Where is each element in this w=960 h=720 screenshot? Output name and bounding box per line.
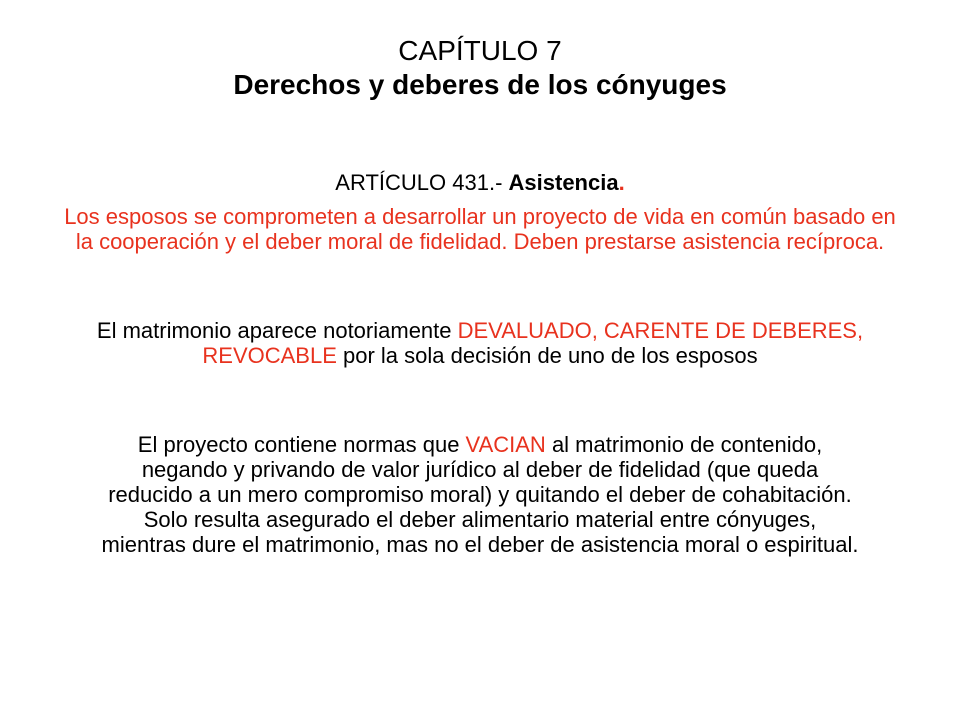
- paragraph-text: por la sola decisión de uno de los esposos: [336, 343, 758, 368]
- chapter-number: CAPÍTULO 7: [398, 35, 562, 66]
- paragraph-text: El proyecto contiene normas que: [137, 432, 466, 457]
- chapter-title: [0, 34, 960, 102]
- article-dot: .: [618, 170, 625, 195]
- article-431: [60, 170, 900, 254]
- article-number: ARTÍCULO 431.-: [335, 170, 509, 195]
- article-body: Los esposos se comprometen a desarrollar un proyecto de vida en común basado en la cooperación y el deber moral de fidelidad. Deben prestarse asistencia recíproca.: [64, 204, 896, 254]
- paragraph-vacian: [100, 432, 860, 557]
- chapter-heading: Derechos y deberes de los cónyuges: [233, 69, 727, 100]
- article-name: Asistencia: [508, 170, 619, 195]
- paragraph-text: al matrimonio de contenido, negando y privando de valor jurídico al deber de fidelidad (que queda reducido a un mero compromiso moral) y quitando el deber de cohabitación. Solo resulta asegurado el deber alimentario material entre cónyuges, mientras dure el matrimonio, mas no el deber de asistencia moral o espiritual.: [101, 432, 859, 557]
- paragraph-devaluado: [80, 318, 880, 368]
- article-heading: [60, 170, 900, 196]
- paragraph-highlight: DEVALUADO, CARENTE DE DEBERES, REVOCABLE: [202, 318, 864, 368]
- paragraph-text: El matrimonio aparece notoriamente: [96, 318, 458, 343]
- paragraph-highlight: VACIAN: [465, 432, 546, 457]
